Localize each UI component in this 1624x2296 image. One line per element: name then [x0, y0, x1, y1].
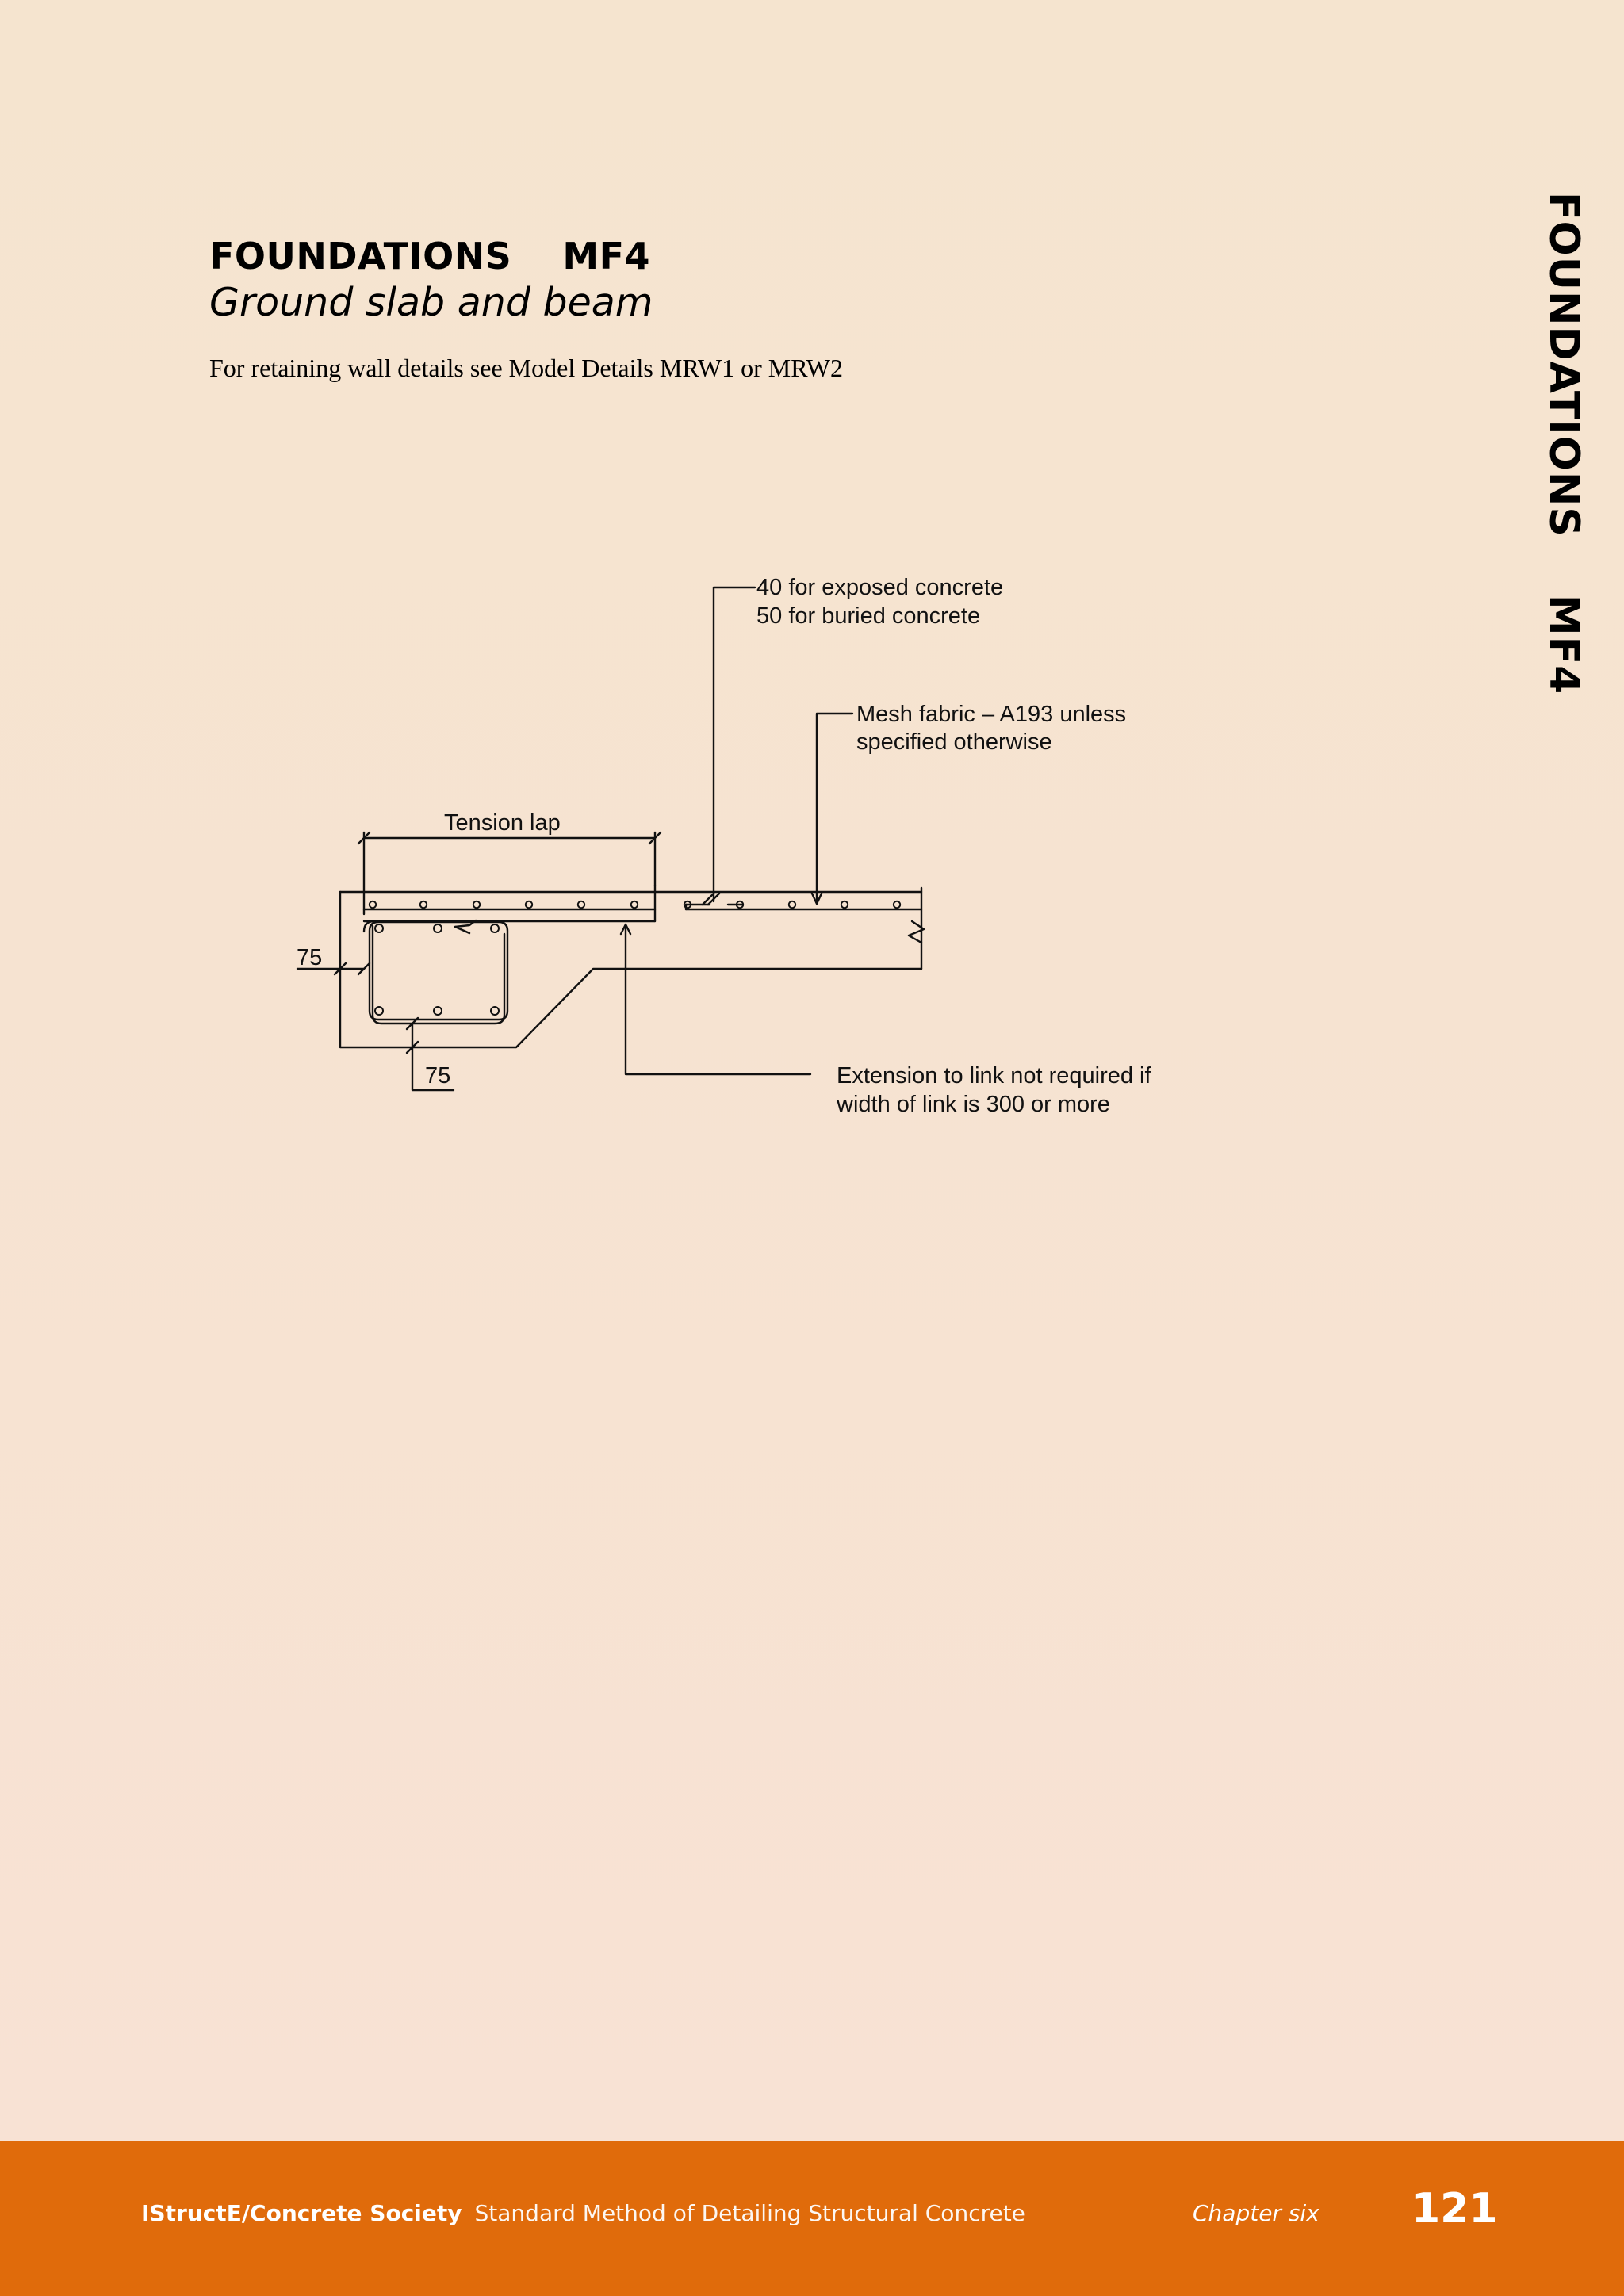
- mesh-note-line-1: Mesh fabric – A193 unless: [856, 702, 1127, 727]
- retaining-wall-note: For retaining wall details see Model Details MRW1 or MRW2: [209, 354, 843, 382]
- rebar-dots: [370, 901, 900, 1015]
- footer-chapter: Chapter six: [1193, 2200, 1320, 2226]
- left-cover-dimension-label: 75: [297, 945, 323, 970]
- drawing-structure: [297, 587, 924, 1090]
- side-section-title: FOUNDATIONS: [1540, 192, 1588, 538]
- section-title: FOUNDATIONS: [209, 235, 512, 277]
- detail-subtitle: Ground slab and beam: [209, 280, 653, 325]
- leader-lines: [621, 587, 852, 1074]
- cover-note-line-2: 50 for buried concrete: [756, 603, 981, 629]
- beam-link: [370, 920, 508, 1024]
- footer-page-number: 121: [1411, 2185, 1498, 2233]
- tension-lap-dimension: [358, 832, 661, 909]
- footer-brand: IStructE/Concrete Society: [141, 2200, 462, 2226]
- bottom-cover-dimension-label: 75: [425, 1063, 451, 1089]
- extension-note-line-1: Extension to link not required if: [837, 1063, 1151, 1089]
- cover-note-line-1: 40 for exposed concrete: [756, 575, 1004, 600]
- extension-note-line-2: width of link is 300 or more: [837, 1092, 1110, 1117]
- detail-code: MF4: [562, 235, 651, 277]
- footer-publication: [141, 2199, 1025, 2228]
- side-section-code: MF4: [1540, 594, 1588, 695]
- drawing-annotations: [297, 575, 1151, 1117]
- page-footer: [0, 2141, 1624, 2296]
- mesh-note-line-2: specified otherwise: [856, 729, 1052, 755]
- tension-lap-label: Tension lap: [444, 810, 561, 836]
- footer-series-title: Standard Method of Detailing Structural Concrete: [474, 2200, 1025, 2226]
